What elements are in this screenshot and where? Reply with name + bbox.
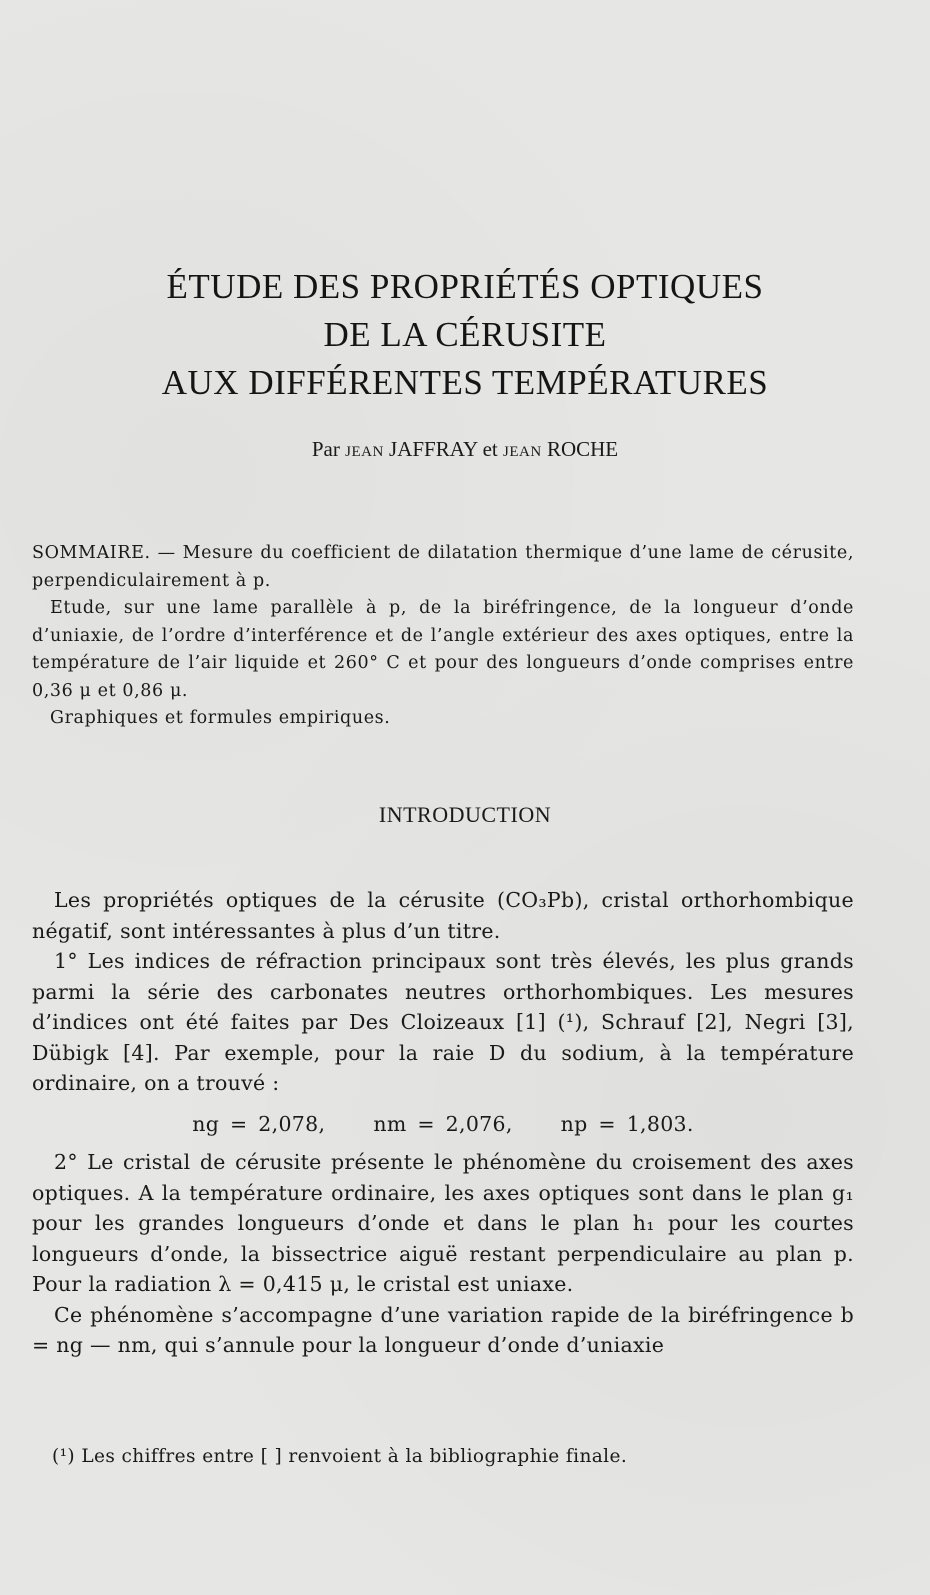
body-paragraph-4: Ce phénomène s’accompagne d’une variation rapide de la biréfringence b = ng — nm, qui s’annule pour la longueur d’onde d’uniaxie <box>32 1302 854 1357</box>
title-line-3: AUX DIFFÉRENTES TEMPÉRATURES <box>161 363 769 402</box>
summary-paragraph-2: Etude, sur une lame parallèle à p, de la biréfringence, de la longueur d’onde d’uniaxie, de l’ordre d’interférence et de l’angle extérieur des axes optiques, entre la température de l’air liquide et 260° C et pour des longueurs d’onde comprises entre 0,36 μ et 0,86 μ. <box>32 598 854 701</box>
body-paragraph-3: 2° Le cristal de cérusite présente le phénomène du croisement des axes optiques. A la température ordinaire, les axes optiques sont dans le plan g₁ pour les grandes longueurs d’onde et dans le plan h₁ pour les courtes longueurs d’onde, la bissectrice aiguë restant perpendiculaire au plan p. Pour la radiation λ = 0,415 μ, le cristal est uniaxe. <box>32 1150 854 1296</box>
authors-line <box>0 437 930 462</box>
formula-np: np = 1,803. <box>560 1111 694 1136</box>
article-title <box>0 263 930 407</box>
formula-nm: nm = 2,076, <box>373 1111 513 1136</box>
author-1-first: JEAN <box>345 444 384 460</box>
body-text <box>32 885 854 1361</box>
body-paragraph-1: Les propriétés optiques de la cérusite (CO₃Pb), cristal orthorhombique négatif, sont intéressantes à plus d’un titre. <box>32 888 854 943</box>
formula-ng: ng = 2,078, <box>192 1111 326 1136</box>
title-line-1: ÉTUDE DES PROPRIÉTÉS OPTIQUES <box>166 267 764 306</box>
footnote: (¹) Les chiffres entre [ ] renvoient à la bibliographie finale. <box>52 1446 628 1467</box>
refraction-indices-formula <box>32 1109 854 1140</box>
author-1-last: JAFFRAY <box>389 437 478 461</box>
authors-par: Par <box>311 437 340 461</box>
author-2-last: ROCHE <box>546 437 619 461</box>
introduction-heading: INTRODUCTION <box>378 802 552 827</box>
body-paragraph-2: 1° Les indices de réfraction principaux sont très élevés, les plus grands parmi la série des carbonates neutres orthorhombiques. Les mesures d’indices ont été faites par Des Cloizeaux [1] (¹), Schrauf [2], Negri [3], Dübigk [4]. Par exemple, pour la raie D du sodium, à la température ordinaire, on a trouvé : <box>32 949 854 1095</box>
summary-paragraph-3: Graphiques et formules empiriques. <box>50 708 391 728</box>
authors-et: et <box>482 437 498 461</box>
title-line-2: DE LA CÉRUSITE <box>323 315 607 354</box>
author-2-first: JEAN <box>503 444 542 460</box>
summary-block <box>32 540 854 733</box>
summary-paragraph-1: SOMMAIRE. — Mesure du coefficient de dilatation thermique d’une lame de cérusite, perpendiculairement à p. <box>32 543 854 591</box>
